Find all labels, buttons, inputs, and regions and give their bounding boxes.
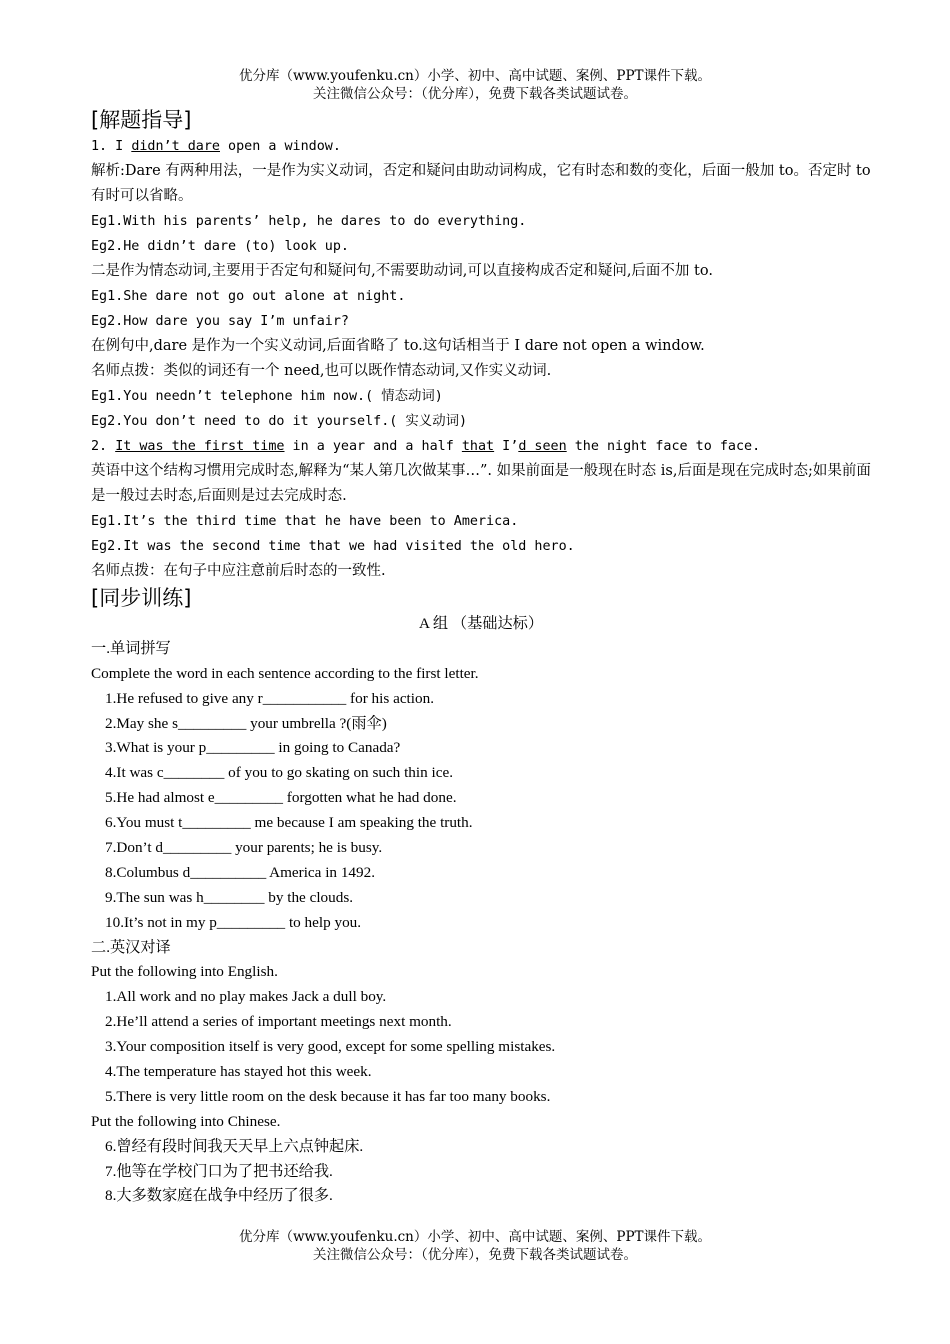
list-item: 5.There is very little room on the desk because it has far too many books.: [105, 1087, 551, 1105]
example-line: Eg2.You don’t need to do it yourself.( 实义动词): [91, 414, 468, 429]
list-item: 1.All work and no play makes Jack a dull boy.: [105, 988, 387, 1006]
list-item: 7.他等在学校门口为了把书还给我.: [105, 1162, 333, 1180]
underlined-phrase: d seen: [518, 439, 567, 454]
part-2-instruction-cn: Put the following into Chinese.: [91, 1112, 281, 1130]
section-title-practice: [同步训练]: [91, 586, 192, 610]
list-item: 4.The temperature has stayed hot this week.: [105, 1063, 372, 1081]
list-item: 3.What is your p_________ in going to Canada?: [105, 739, 401, 757]
list-item: 6.You must t_________ me because I am speaking the truth.: [105, 814, 473, 832]
part-2-english-list: [91, 985, 871, 1109]
question-2-analysis: 英语中这个结构习惯用完成时态,解释为“某人第几次做某事…”. 如果前面是一般现在时态 is,后面是现在完成时态;如果前面是一般过去时态,后面则是过去完成时态.: [91, 463, 871, 504]
part-1-instruction: Complete the word in each sentence according to the first letter.: [91, 664, 479, 682]
question-1: 1. I didn’t dare open a window.: [91, 139, 341, 154]
header-line-2: 关注微信公众号：（优分库），免费下载各类试题试卷。: [313, 86, 637, 102]
question-1-analysis: 解析:Dare 有两种用法，一是作为实义动词，否定和疑问由助动词构成，它有时态和数的变化，后面一般加 to。否定时 to 有时可以省略。: [91, 163, 871, 204]
list-item: 8.Columbus d__________ America in 1492.: [105, 863, 375, 881]
example-line: Eg1.You needn’t telephone him now.( 情态动词): [91, 389, 443, 404]
page-footer: [0, 1228, 950, 1264]
example-note: 在例句中,dare 是作为一个实义动词,后面省略了 to.这句话相当于 I dare not open a window.: [91, 338, 705, 354]
header-line-1: 优分库（www.youfenku.cn）小学、初中、高中试题、案例、PPT课件下载。: [238, 68, 712, 84]
part-1-title: 一.单词拼写: [91, 639, 171, 657]
list-item: 2.He’ll attend a series of important meetings next month.: [105, 1013, 452, 1031]
part-2-instruction-en: Put the following into English.: [91, 963, 278, 981]
underlined-phrase: It was the first time: [115, 439, 285, 454]
list-item: 4.It was c________ of you to go skating on such thin ice.: [105, 764, 453, 782]
footer-line-2: 关注微信公众号：（优分库），免费下载各类试题试卷。: [313, 1247, 637, 1263]
list-item: 9.The sun was h________ by the clouds.: [105, 888, 354, 906]
document-body: [91, 106, 871, 1209]
list-item: 7.Don’t d_________ your parents; he is busy.: [105, 839, 383, 857]
teacher-tip: 名师点拨：在句子中应注意前后时态的一致性.: [91, 563, 386, 579]
example-line: Eg2.How dare you say I’m unfair?: [91, 314, 349, 329]
part-1-list: [91, 687, 871, 936]
teacher-tip: 名师点拨：类似的词还有一个 need,也可以既作情态动词,又作实义动词.: [91, 363, 552, 379]
list-item: 6.曾经有段时间我天天早上六点钟起床.: [105, 1137, 364, 1155]
example-line: Eg1.With his parents’ help, he dares to do everything.: [91, 214, 527, 229]
list-item: 8.大多数家庭在战争中经历了很多.: [105, 1187, 333, 1205]
list-item: 10.It’s not in my p_________ to help you.: [105, 913, 362, 931]
page-header: [0, 67, 950, 103]
example-line: Eg2.He didn’t dare (to) look up.: [91, 239, 349, 254]
modal-verb-note: 二是作为情态动词,主要用于否定句和疑问句,不需要助动词,可以直接构成否定和疑问,后面不加 to.: [91, 263, 713, 279]
list-item: 3.Your composition itself is very good, except for some spelling mistakes.: [105, 1038, 556, 1056]
underlined-phrase: didn’t dare: [131, 139, 220, 154]
list-item: 1.He refused to give any r___________ for his action.: [105, 689, 434, 707]
group-label: A 组 （基础达标）: [418, 615, 544, 632]
underlined-word: that: [461, 439, 495, 454]
part-2-title: 二.英汉对译: [91, 938, 171, 956]
list-item: 5.He had almost e_________ forgotten what he had done.: [105, 789, 457, 807]
question-2: 2. It was the first time in a year and a half that I’d seen the night face to face.: [91, 439, 761, 454]
example-line: Eg2.It was the second time that we had visited the old hero.: [91, 539, 575, 554]
part-2-chinese-list: [91, 1135, 871, 1210]
footer-line-1: 优分库（www.youfenku.cn）小学、初中、高中试题、案例、PPT课件下载。: [238, 1229, 712, 1245]
section-title-guide: [解题指导]: [91, 108, 192, 132]
example-line: Eg1.It’s the third time that he have been to America.: [91, 514, 519, 529]
list-item: 2.May she s_________ your umbrella ?(雨伞): [105, 714, 387, 732]
example-line: Eg1.She dare not go out alone at night.: [91, 289, 406, 304]
